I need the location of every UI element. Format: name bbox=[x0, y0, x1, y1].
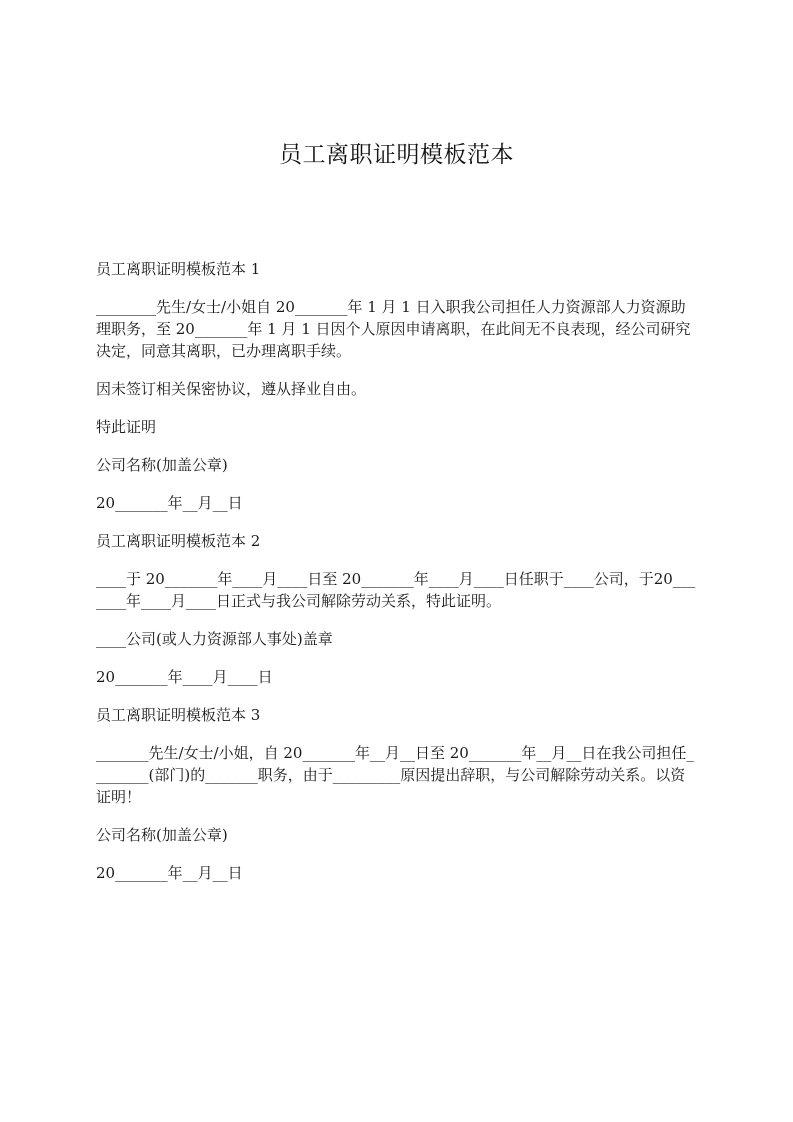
template-3-date: 20_______年__月__日 bbox=[96, 864, 243, 882]
template-1-certify: 特此证明 bbox=[96, 418, 157, 436]
template-2-company-seal: ____公司(或人力资源部人事处)盖章 bbox=[96, 630, 333, 648]
template-3-heading: 员工离职证明模板范本 3 bbox=[96, 706, 261, 724]
template-1-date: 20_______年__月__日 bbox=[96, 494, 243, 512]
template-2-heading: 员工离职证明模板范本 2 bbox=[96, 532, 261, 550]
template-2-date: 20_______年____月____日 bbox=[96, 668, 273, 686]
template-1-confidentiality: 因未签订相关保密协议，遵从择业自由。 bbox=[96, 380, 367, 398]
template-1-company-seal: 公司名称(加盖公章) bbox=[96, 456, 228, 474]
template-1-heading: 员工离职证明模板范本 1 bbox=[96, 260, 261, 278]
template-3-body: _______先生/女士/小姐，自 20_______年__月__日至 20_______年__月__日在我公司担任________(部门)的_______职务，由于_________原因提出辞职，与公司解除劳动关系。以资证明！ bbox=[96, 744, 694, 806]
template-3-company-seal: 公司名称(加盖公章) bbox=[96, 826, 228, 844]
document-title: 员工离职证明模板范本 bbox=[279, 142, 514, 168]
template-2-body: ____于 20_______年____月____日至 20_______年____月____日任职于____公司，于20_______年____月____日正式与我公司解除劳动关系，特此证明。 bbox=[96, 570, 696, 610]
template-1-body: ________先生/女士/小姐自 20_______年 1 月 1 日入职我公司担任人力资源部人力资源助理职务，至 20_______年 1 月 1 日因个人原因申请离职，在此间无不良表现，经公司研究决定，同意其离职，已办理离职手续。 bbox=[96, 298, 691, 360]
document-body bbox=[96, 258, 700, 900]
